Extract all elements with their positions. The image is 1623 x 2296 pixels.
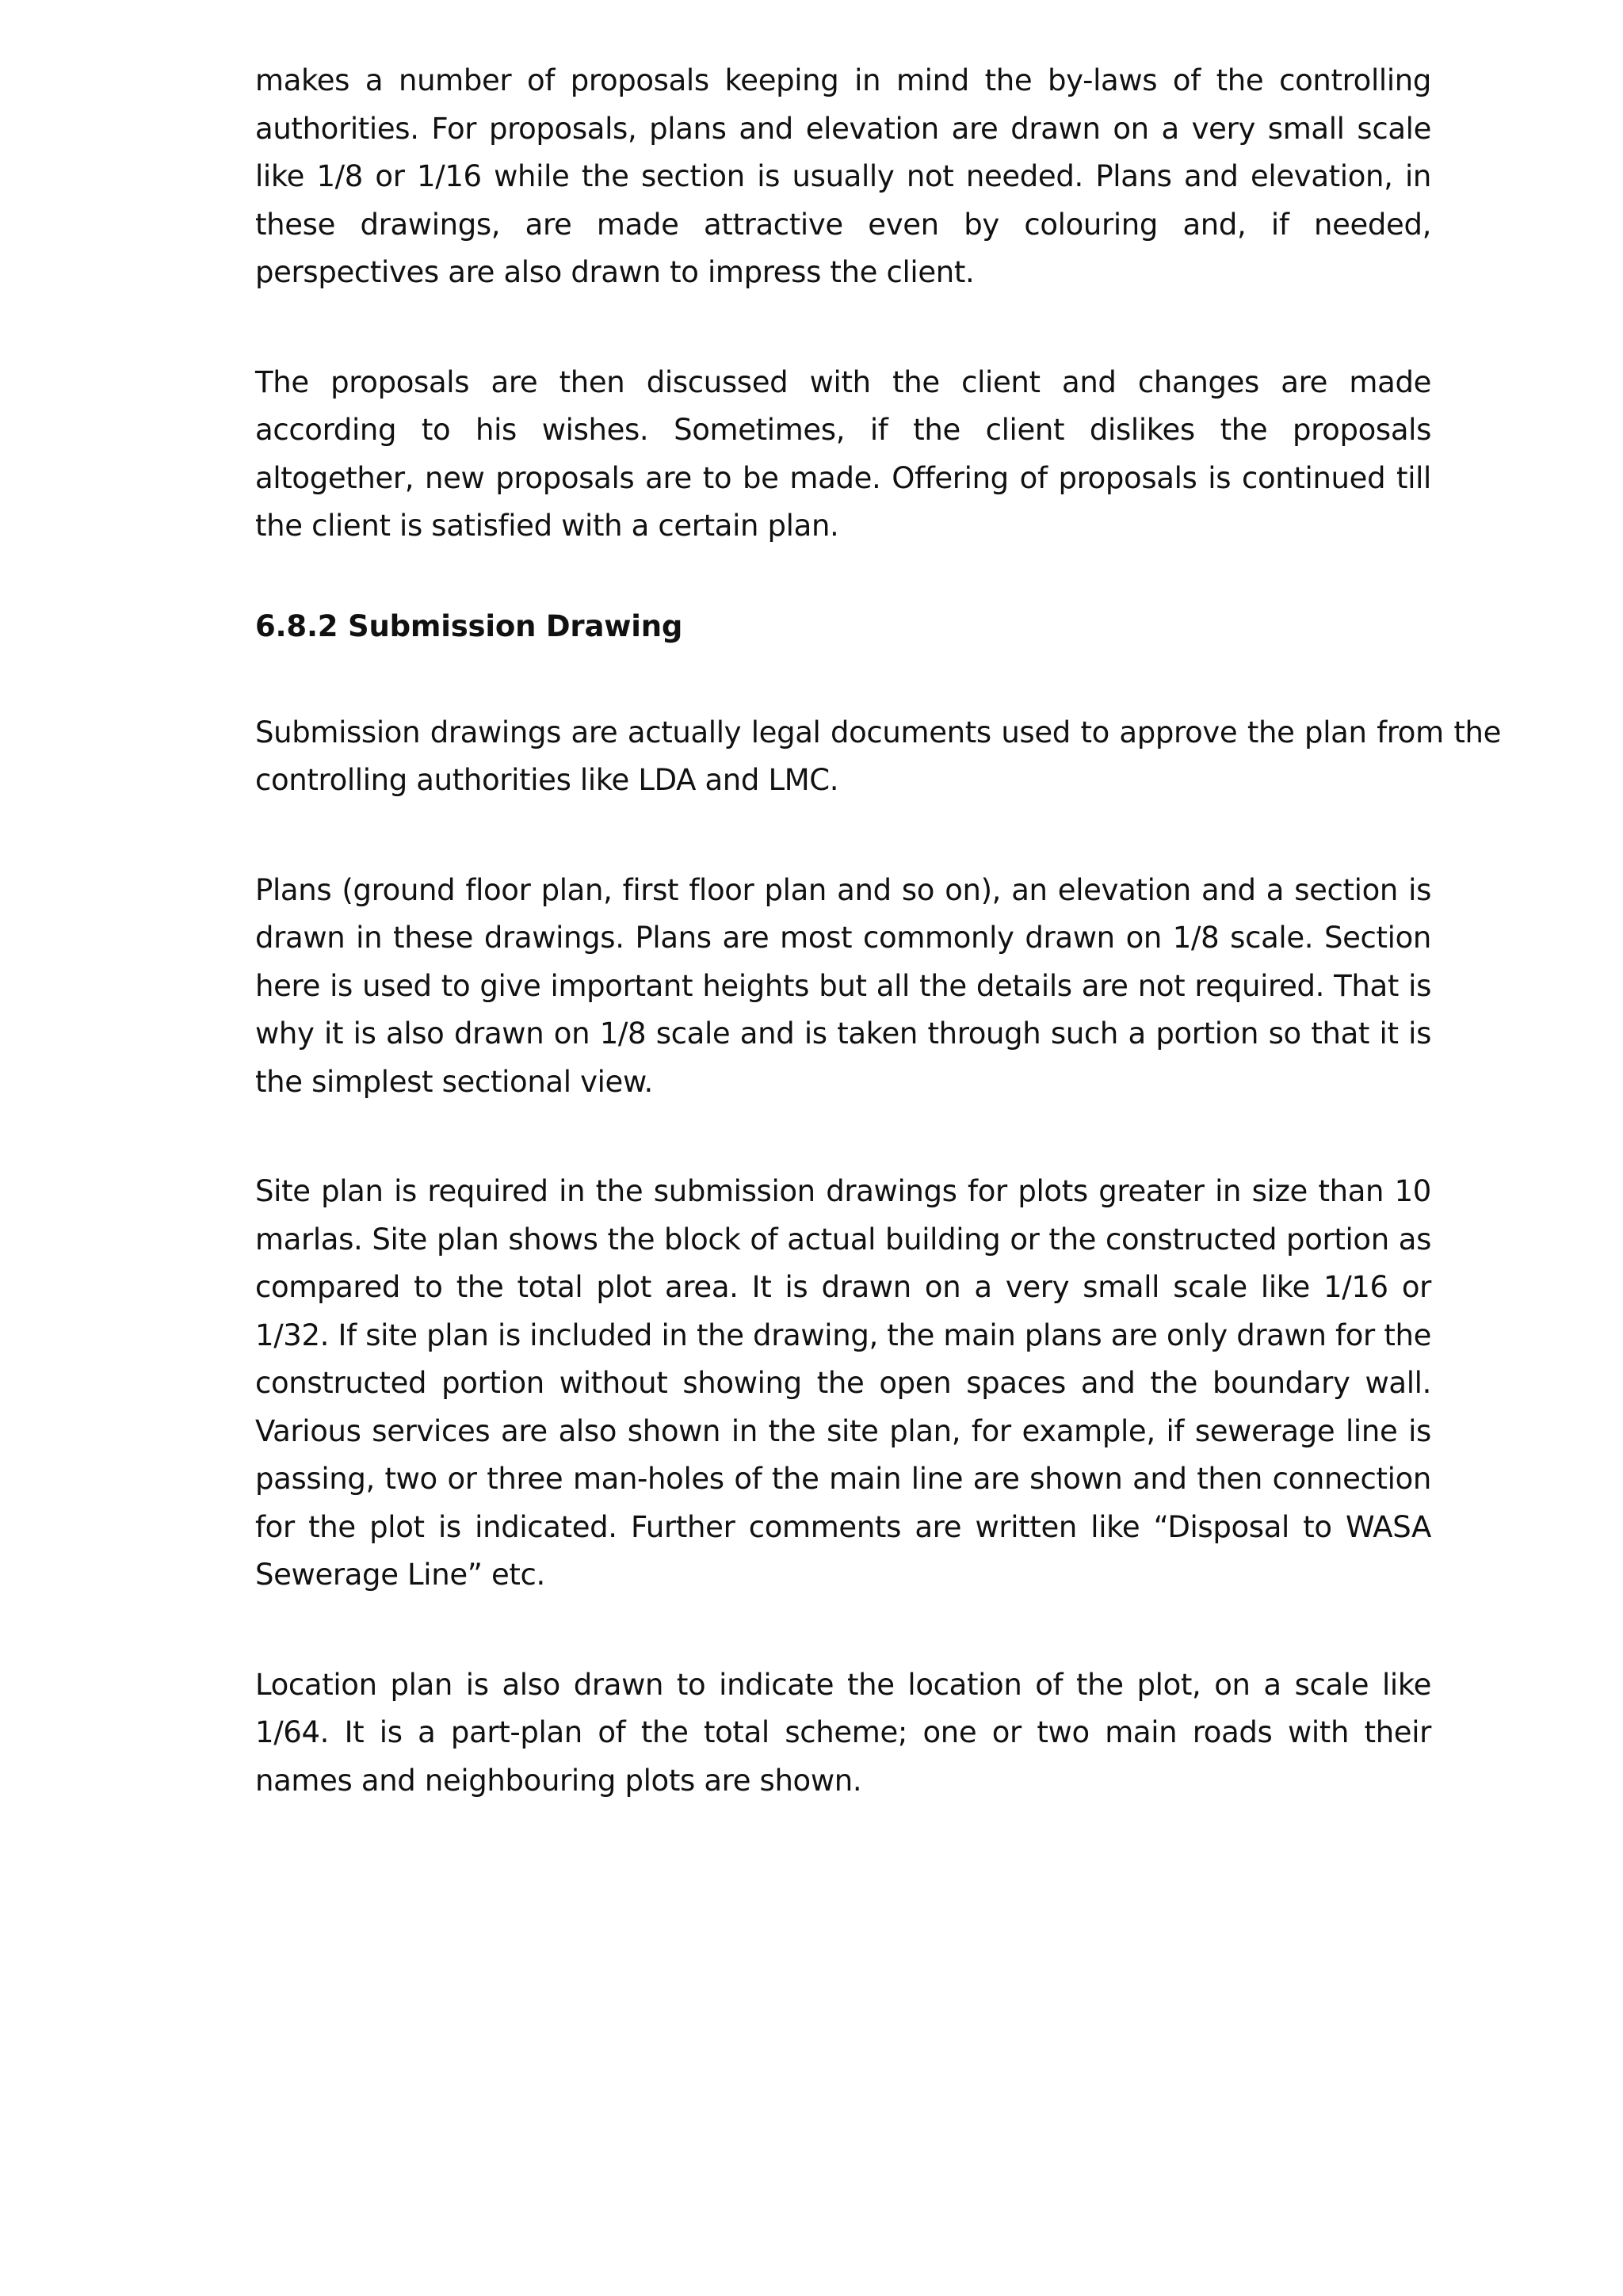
paragraph-location-plan: Location plan is also drawn to indicate the location of the plot, on a scale like 1/64. It is a part-plan of the total scheme; one or two main roads with their names and neighbouring plots are shown. xyxy=(255,1667,1431,1798)
paragraph-proposals-intro: makes a number of proposals keeping in mind the by-laws of the controlling authorities. For proposals, plans and elevation are drawn on a very small scale like 1/8 or 1/16 while the section is usually not needed. Plans and elevation, in these drawings, are made attractive even by colouring and, if needed, perspectives are also drawn to impress the client. xyxy=(255,63,1431,289)
document-page xyxy=(255,57,1501,1805)
paragraph-submission-definition: Submission drawings are actually legal documents used to approve the plan from the controlling authorities like LDA and LMC. xyxy=(255,715,1501,797)
paragraph-proposals-discussion: The proposals are then discussed with the client and changes are made according to his wishes. Sometimes, if the client dislikes the proposals altogether, new proposals are to be made. Offering of proposals is continued till the client is satisfied with a certain plan. xyxy=(255,364,1431,543)
paragraph-plans: Plans (ground floor plan, first floor plan and so on), an elevation and a section is drawn in these drawings. Plans are most commonly drawn on 1/8 scale. Section here is used to give important heights but all the details are not required. That is why it is also drawn on 1/8 scale and is taken through such a portion so that it is the simplest sectional view. xyxy=(255,872,1431,1099)
section-heading: 6.8.2 Submission Drawing xyxy=(255,608,683,643)
paragraph-site-plan: Site plan is required in the submission drawings for plots greater in size than 10 marlas. Site plan shows the block of actual building or the constructed portion as compared to the total plot area. It is drawn on a very small scale like 1/16 or 1/32. If site plan is included in the drawing, the main plans are only drawn for the constructed portion without showing the open spaces and the boundary wall. Various services are also shown in the site plan, for example, if sewerage line is passing, two or three man-holes of the main line are shown and then connection for the plot is indicated. Further comments are written like “Disposal to WASA Sewerage Line” etc. xyxy=(255,1174,1431,1592)
